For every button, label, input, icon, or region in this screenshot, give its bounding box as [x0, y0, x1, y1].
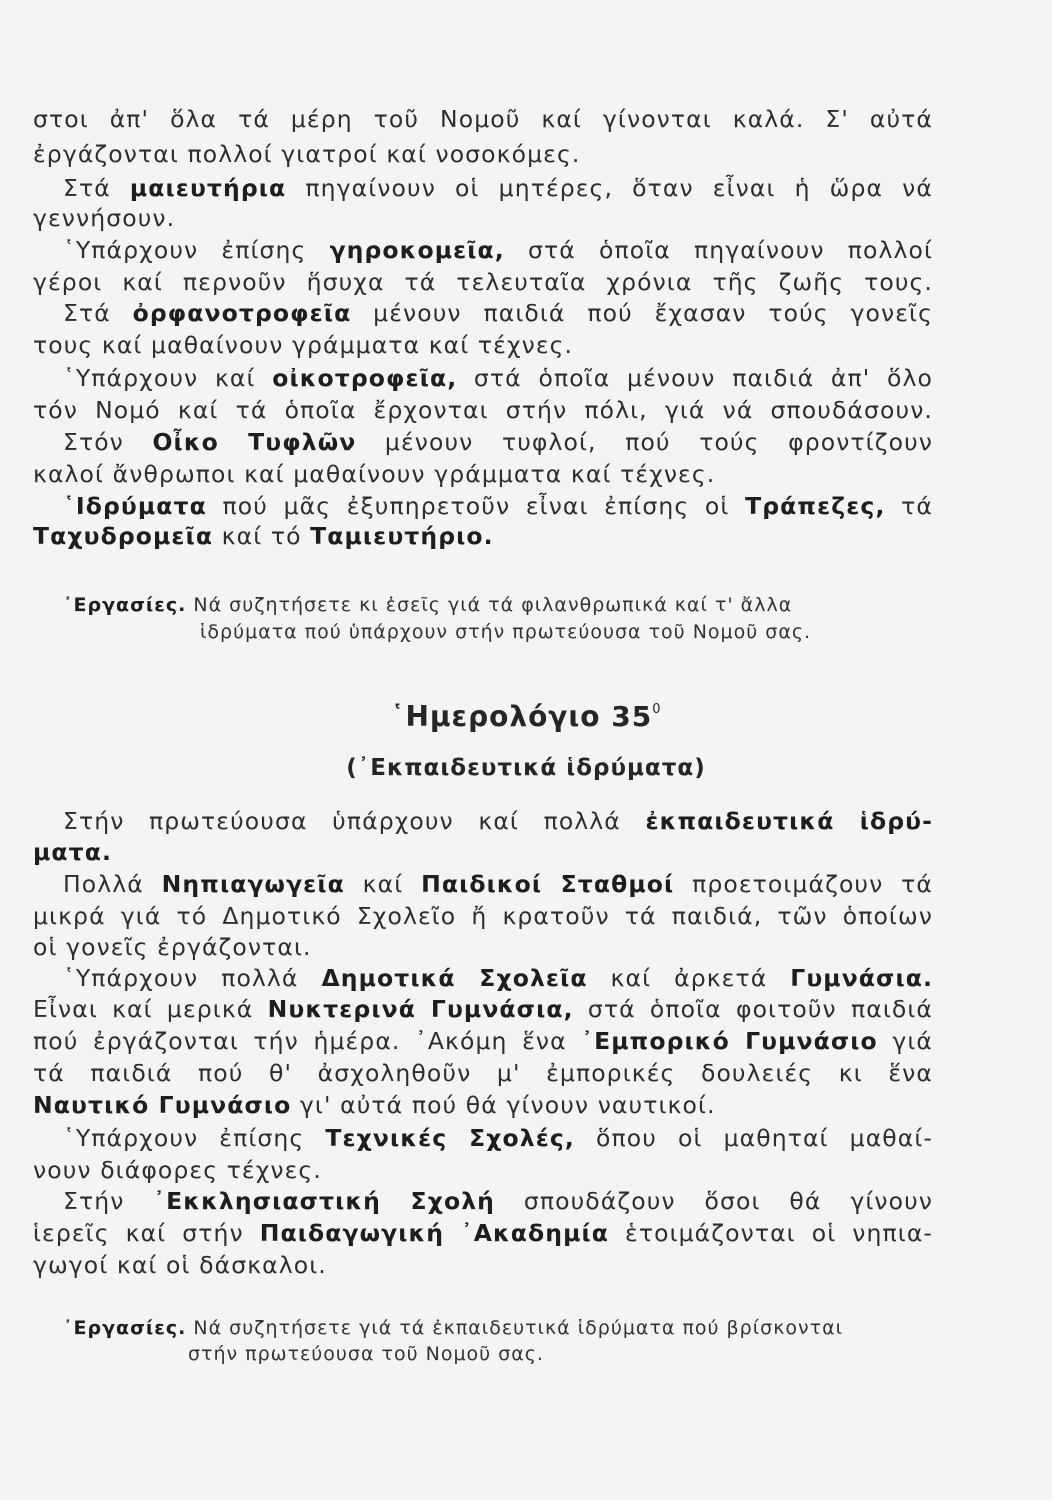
- exercise-line: ἱδρύματα πού ὑπάρχουν στήν πρωτεύουσα τοῦ Νομοῦ σας.: [200, 621, 812, 643]
- term-bold: ἐκπαιδευτικά ἱδρύ-: [645, 807, 934, 835]
- term-bold: Ναυτικό Γυμνάσιο: [33, 1091, 292, 1119]
- term-bold: Γυμνάσια.: [790, 964, 933, 992]
- exercise-label: ᾿Εργασίες.: [63, 1317, 187, 1339]
- term-bold: Τεχνικές Σχολές,: [325, 1124, 575, 1152]
- text-line: καλοί ἄνθρωποι καί μαθαίνουν γράμματα καί τέχνες.: [33, 460, 716, 488]
- text-line: γωγοί καί οἱ δάσκαλοι.: [33, 1251, 327, 1279]
- text-line: ἐργάζονται πολλοί γιατροί καί νοσοκόμες.: [33, 140, 581, 168]
- term-bold: Ταμιευτήριο.: [310, 522, 494, 550]
- text-line: μικρά γιά τό Δημοτικό Σχολεῖο ἤ κρατοῦν τά παιδιά, τῶν ὁποίων: [33, 902, 933, 930]
- term-bold: γηροκομεῖα,: [329, 236, 505, 264]
- text-line: Ταχυδρομεῖα καί τό Ταμιευτήριο.: [33, 522, 494, 550]
- text-line: στοι ἀπ' ὅλα τά μέρη τοῦ Νομοῦ καί γίνονται καλά. Σ' αὐτά: [33, 105, 933, 133]
- text-line: νουν διάφορες τέχνες.: [33, 1156, 322, 1184]
- text-line: ῾Ιδρύματα πού μᾶς ἐξυπηρετοῦν εἶναι ἐπίσης οἱ Τράπεζες, τά: [63, 492, 933, 520]
- text-line: Εἶναι καί μερικά Νυκτερινά Γυμνάσια, στά ὁποῖα φοιτοῦν παιδιά: [33, 995, 933, 1023]
- term-bold: Τράπεζες,: [745, 492, 886, 520]
- term-bold: Νυκτερινά Γυμνάσια,: [267, 995, 574, 1023]
- text-line: τους καί μαθαίνουν γράμματα καί τέχνες.: [33, 331, 574, 359]
- text-line: ῾Υπάρχουν πολλά Δημοτικά Σχολεῖα καί ἀρκετά Γυμνάσια.: [63, 964, 933, 992]
- text-line: ἱερεῖς καί στήν Παιδαγωγική ᾿Ακαδημία ἑτοιμάζονται οἱ νηπια-: [33, 1219, 933, 1247]
- text-line: Στά μαιευτήρια πηγαίνουν οἱ μητέρες, ὅταν εἶναι ἡ ὥρα νά: [63, 174, 933, 202]
- text-line: ῾Υπάρχουν ἐπίσης Τεχνικές Σχολές, ὅπου οἱ μαθηταί μαθαί-: [63, 1124, 933, 1152]
- text-line: οἱ γονεῖς ἐργάζονται.: [33, 933, 312, 961]
- term-bold: Ταχυδρομεῖα: [33, 522, 214, 550]
- term-bold: Παιδικοί Σταθμοί: [421, 870, 675, 898]
- text-line: Στήν πρωτεύουσα ὑπάρχουν καί πολλά ἐκπαιδευτικά ἱδρύ-: [63, 807, 934, 835]
- term-bold: ῾Ιδρύματα: [63, 492, 207, 520]
- text-line: πού ἐργάζονται τήν ἡμέρα. ᾿Ακόμη ἕνα ᾿Εμπορικό Γυμνάσιο γιά: [33, 1027, 933, 1055]
- exercise-line: ᾿Εργασίες. Νά συζητήσετε γιά τά ἐκπαιδευτικά ἱδρύματα πού βρίσκονται: [63, 1317, 844, 1339]
- term-bold: Νηπιαγωγεῖα: [161, 870, 345, 898]
- term-bold: Οἶκο Τυφλῶν: [152, 428, 357, 456]
- exercise-line: ᾿Εργασίες. Νά συζητήσετε κι ἐσεῖς γιά τά φιλανθρωπικά καί τ' ἄλλα: [63, 594, 793, 616]
- term-bold: ματα.: [33, 838, 113, 866]
- text-line: τόν Νομό καί τά ὁποῖα ἔρχονται στήν πόλι, γιά νά σπουδάσουν.: [33, 396, 933, 424]
- text-line: Στήν ᾿Εκκλησιαστική Σχολή σπουδάζουν ὅσοι θά γίνουν: [63, 1187, 934, 1215]
- text-line: ῾Υπάρχουν ἐπίσης γηροκομεῖα, στά ὁποῖα πηγαίνουν πολλοί: [63, 236, 933, 264]
- term-bold: μαιευτήρια: [129, 174, 287, 202]
- text-line: γέροι καί περνοῦν ἥσυχα τά τελευταῖα χρόνια τῆς ζωῆς τους.: [33, 268, 933, 296]
- term-bold: Παιδαγωγική ᾿Ακαδημία: [259, 1219, 610, 1247]
- exercise-line: στήν πρωτεύουσα τοῦ Νομοῦ σας.: [188, 1343, 544, 1365]
- term-bold: ὀρφανοτροφεῖα: [132, 299, 352, 327]
- text-line: Στά ὀρφανοτροφεῖα μένουν παιδιά πού ἔχασαν τούς γονεῖς: [63, 299, 933, 327]
- page-subtitle: (᾿Εκπαιδευτικά ἱδρύματα): [346, 755, 706, 781]
- text-line: [33, 836, 933, 868]
- text-line: Ναυτικό Γυμνάσιο γι' αὐτά πού θά γίνουν ναυτικοί.: [33, 1091, 716, 1119]
- term-bold: οἰκοτροφεῖα,: [272, 364, 458, 392]
- text-line: γεννήσουν.: [33, 204, 176, 232]
- exercise-label: ᾿Εργασίες.: [63, 594, 187, 616]
- text-line: ῾Υπάρχουν καί οἰκοτροφεῖα, στά ὁποῖα μένουν παιδιά ἀπ' ὅλο: [63, 364, 933, 392]
- text-line: Στόν Οἶκο Τυφλῶν μένουν τυφλοί, πού τούς φροντίζουν: [63, 428, 934, 456]
- term-bold: Δημοτικά Σχολεῖα: [321, 964, 588, 992]
- text-line: Πολλά Νηπιαγωγεῖα καί Παιδικοί Σταθμοί προετοιμάζουν τά: [63, 870, 933, 898]
- page-title: ῾Ημερολόγιο $35^0$: [390, 700, 662, 733]
- term-bold: ᾿Εκκλησιαστική Σχολή: [153, 1187, 496, 1215]
- text-line: τά παιδιά πού θ' ἀσχοληθοῦν μ' ἐμπορικές δουλειές κι ἕνα: [33, 1059, 933, 1087]
- term-bold: ᾿Εμπορικό Γυμνάσιο: [581, 1027, 878, 1055]
